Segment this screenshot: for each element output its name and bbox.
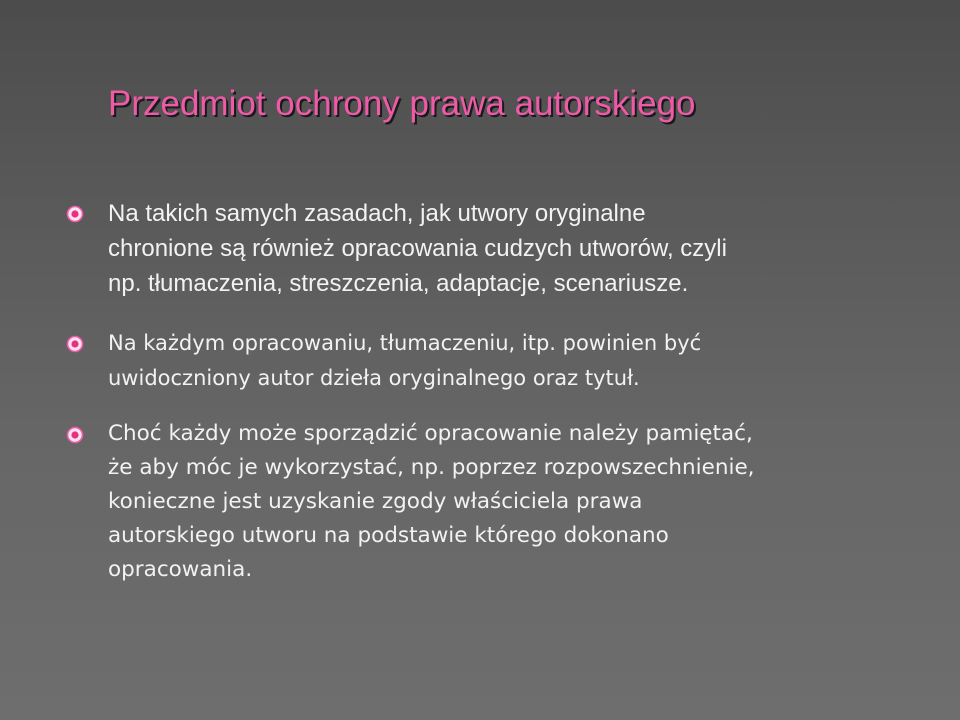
bullet-text-line: opracowania. <box>108 557 253 582</box>
bullet-text-line: Na takich samych zasadach, jak utwory oryginalne <box>108 200 646 227</box>
bullet-item <box>66 326 926 396</box>
bullet-text-line: uwidoczniony autor dzieła oryginalnego oraz tytuł. <box>108 366 640 390</box>
bullet-text-line: że aby móc je wykorzystać, np. poprzez rozpowszechnienie, <box>108 455 755 480</box>
bullet-list <box>66 196 926 587</box>
bullet-text-line: autorskiego utworu na podstawie którego dokonano <box>108 523 669 548</box>
pink-radio-bullet-icon <box>66 335 84 353</box>
bullet-item <box>66 417 926 587</box>
bullet-text-line: konieczne jest uzyskanie zgody właściciela prawa <box>108 489 643 514</box>
slide-title: Przedmiot ochrony prawa autorskiego <box>108 84 696 123</box>
bullet-text-line: np. tłumaczenia, streszczenia, adaptacje, scenariusze. <box>108 270 689 297</box>
pink-radio-bullet-icon <box>66 205 84 223</box>
bullet-item <box>66 196 926 301</box>
bullet-text-line: Na każdym opracowaniu, tłumaczeniu, itp. powinien być <box>108 331 702 355</box>
pink-radio-bullet-icon <box>66 426 84 444</box>
bullet-text-line: chronione są również opracowania cudzych utworów, czyli <box>108 235 727 262</box>
bullet-text-line: Choć każdy może sporządzić opracowanie należy pamiętać, <box>108 421 753 446</box>
